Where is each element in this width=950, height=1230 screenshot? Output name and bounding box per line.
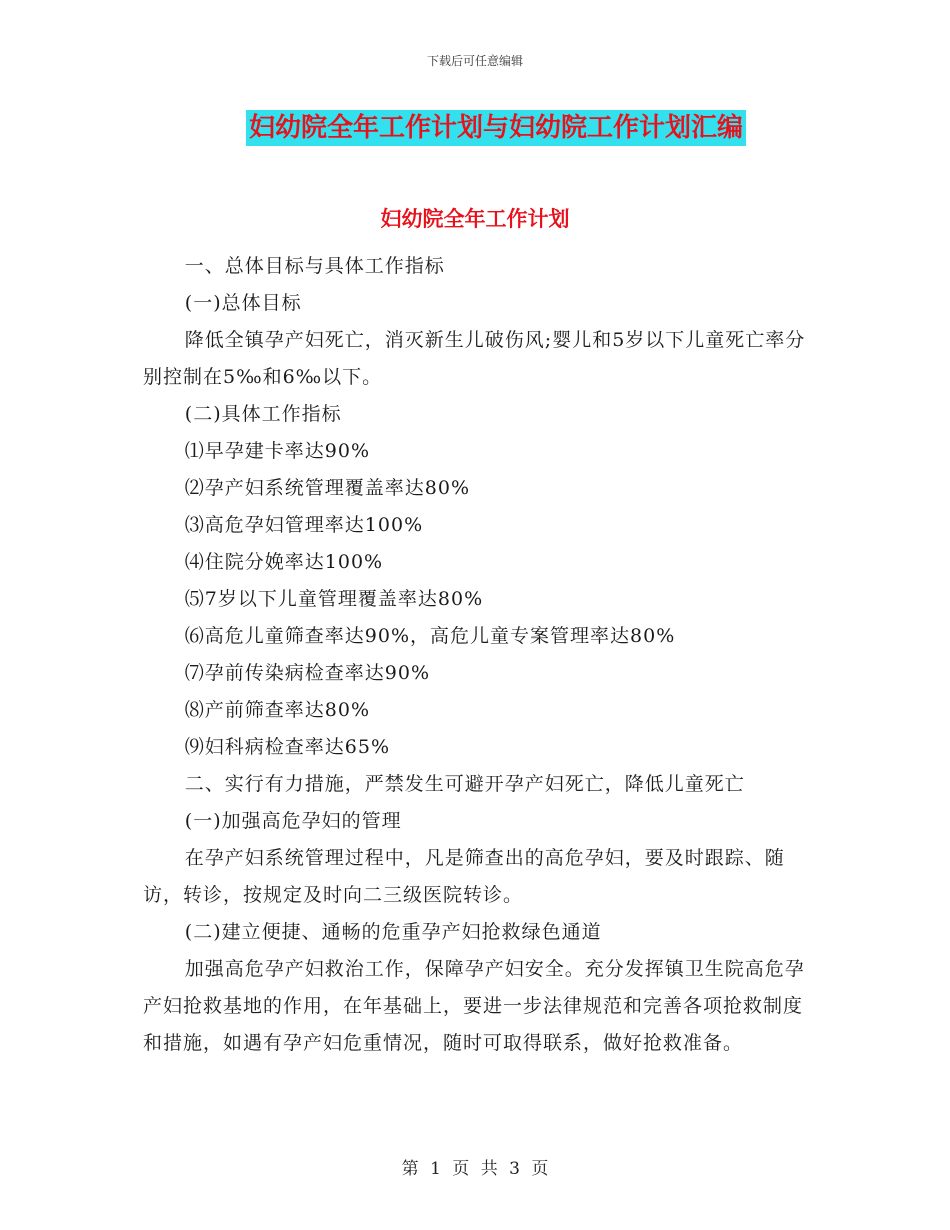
list-item: ⑺孕前传染病检查率达90% [184, 662, 431, 684]
section-title: 妇幼院全年工作计划 [380, 206, 570, 231]
list-item: ⑷住院分娩率达100% [184, 551, 384, 573]
page-header-note: 下载后可任意编辑 [426, 54, 523, 68]
document-title: 妇幼院全年工作计划与妇幼院工作计划汇编 [246, 110, 746, 146]
paragraph: 加强高危孕产妇救治工作，保障孕产妇安全。充分发挥镇卫生院高危孕产妇抢救基地的作用，在年基础上，要进一步法律规范和完善各项抢救制度和措施，如遇有孕产妇危重情况，随时可取得联系，做好抢救准备。 [143, 958, 805, 1054]
list-item: ⑴早孕建卡率达90% [184, 440, 371, 462]
list-item: ⑹高危儿童筛查率达90%，高危儿童专案管理率达80% [184, 625, 676, 647]
paragraph: 一、总体目标与具体工作指标 [184, 255, 445, 277]
paragraph: 降低全镇孕产妇死亡，消灭新生儿破伤风;婴儿和5岁以下儿童死亡率分别控制在5‰和6‰以下。 [143, 329, 806, 388]
paragraph: 在孕产妇系统管理过程中，凡是筛查出的高危孕妇，要及时跟踪、随访，转诊，按规定及时向二三级医院转诊。 [143, 847, 785, 906]
paragraph: (二)建立便捷、通畅的危重孕产妇抢救绿色通道 [184, 921, 602, 943]
document-body [143, 248, 813, 1062]
page-footer-number: 第 1 页 共 3 页 [401, 1159, 549, 1179]
paragraph: (一)加强高危孕妇的管理 [184, 810, 402, 832]
list-item: ⑻产前筛查率达80% [184, 699, 371, 721]
list-item: ⑼妇科病检查率达65% [184, 736, 391, 758]
list-item: ⑵孕产妇系统管理覆盖率达80% [184, 477, 471, 499]
paragraph: (一)总体目标 [184, 292, 302, 314]
paragraph: (二)具体工作指标 [184, 403, 342, 425]
paragraph: 二、实行有力措施，严禁发生可避开孕产妇死亡，降低儿童死亡 [184, 773, 745, 795]
list-item: ⑶高危孕妇管理率达100% [184, 514, 424, 536]
list-item: ⑸7岁以下儿童管理覆盖率达80% [184, 588, 484, 610]
